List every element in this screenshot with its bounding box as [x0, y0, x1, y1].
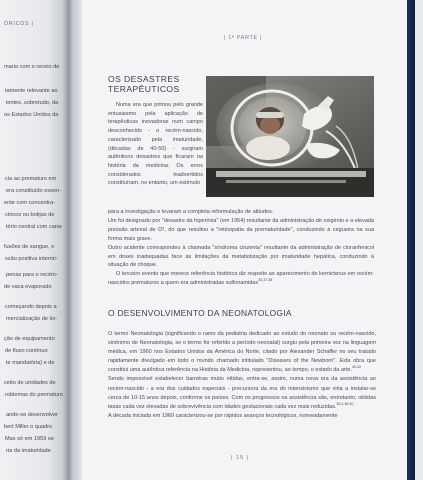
- column-paragraph-text: Numa era que primou pelo grande entusiasmo pela aplicação de terapêuticas inovadoras num campo desconhecido - o recém-nascido, caracterizado pela imaturidade, (décadas de 40-50) - surgiram autênticos desastres que ficaram na história da medicina. Os erros considerados inadvertidos constituíram, no entanto, um estímulo: [108, 102, 203, 187]
- section-title: OS DESASTRES TERAPÊUTICOS: [108, 74, 180, 94]
- left-page-line: ientes, sobretudo, da: [6, 100, 59, 106]
- left-page-line: maria com o receio de: [4, 64, 60, 70]
- left-page-line: tamente relevante ao: [5, 88, 58, 94]
- left-page-line: cia ao prematuro em: [5, 176, 57, 182]
- paragraph: A década iniciada em 1960 caracterizou-se por rápidos avanços tecnológicos, nomeadamente: [108, 412, 338, 419]
- left-page-line: fusões de sangue, e: [4, 244, 55, 250]
- reference-superscript: 35,37,38: [258, 278, 273, 283]
- left-page-line: bert Miller o quadro: [4, 424, 53, 430]
- paragraph: O terceiro evento que merece referência histórica diz respeito ao aparecimento de kernicterus em recém-nascidos prematuros a quem era administradas sulfonamidas$^{35,37,38}$: [108, 271, 374, 287]
- left-page-line: começando depois a: [5, 304, 57, 310]
- left-running-header: ÓRICOS |: [4, 21, 34, 27]
- paragraph: para a investigação e levaram a completa reformulação de atitudes.: [108, 209, 274, 215]
- section-heading-neonatology: O DESENVOLVIMENTO DA NEONATOLOGIA: [108, 308, 292, 318]
- left-page-line: mercialização de lei-: [6, 316, 57, 322]
- book-gutter: [68, 0, 82, 480]
- running-header: | 1ª PARTE |: [224, 35, 263, 41]
- left-page-line: era constituído essen-: [6, 188, 62, 194]
- left-page-line: ente com concentra-: [4, 200, 55, 206]
- left-page-line: ctricos ou botijas de: [5, 212, 55, 218]
- therapeutic-disasters-text: [108, 208, 374, 288]
- reference-superscript: 40-42: [351, 365, 362, 370]
- left-page-line: de fluxo contínuo: [5, 348, 48, 354]
- column-paragraph: [108, 101, 203, 188]
- incubator-photo-drawing: [206, 76, 374, 197]
- incubator-photo: [206, 76, 374, 197]
- left-page-line: ção de equipamento: [4, 336, 55, 342]
- paragraph: Um foi designado por "desastre da hiperóxia" (em 1954) resultante da administração de oxigénio e a elevada pressão arterial de O², do que resultou a "retinopatia da prematuridade", conduzindo à cegueira na sua forma mais grave.: [108, 217, 374, 242]
- page-edge-band: [407, 0, 415, 480]
- neonatology-text: [108, 330, 376, 421]
- left-page-line: ria da imaturidade: [6, 448, 51, 454]
- left-page-line: de vaca evaporado: [4, 284, 52, 290]
- left-page-line: Mas só em 1959 se: [5, 436, 54, 442]
- left-page-line: penas para o recém-: [6, 272, 58, 278]
- left-page-line: os Estados Unidos da: [4, 112, 59, 118]
- paragraph: O termo Neonatologia (significando o ramo da pediatria dedicado ao estudo do neonato ou recém-nascido, sinónimo de Neonatologia, se o termo for referido a período neonatal) surgiu pela primeira vez na linguagem médica, em 1960 nos Estados Unidos da América do Norte, citado por Alexander Schaffer no seu tratado rapidamente divulgado em todo o mundo chamado intitulado "Diseases of the Newborn". Esta obra que constitui uma autêntica referência na História da Medicina, representou, ao tempo, o estado da arte.$^{40-42}$: [108, 331, 376, 374]
- page-number: | 15 |: [231, 455, 250, 461]
- paragraph: Sendo impossível estabelecer barreiras muito nítidas, entra-se, assim, numa nova era da assistência ao recém-nascido - a era dos cuidados especiais - precursora da era do intensivismo que viria a instalar-se cerca de 10-15 anos depois, conforme os países. Com os progressos na assistência são, entretanto, obtidas taxas cada vez elevadas de sobrevivência com idades gestacionais cada vez mais reduzidas.$^{35,3,36,40}$: [108, 376, 376, 410]
- left-page-line: ando-se desenvolver: [6, 412, 58, 418]
- reference-superscript: 35,3,36,40: [336, 401, 354, 406]
- left-page-line: te mandatória) e de: [6, 360, 55, 366]
- paragraph: Outro acidente correspondeu à chamada "síndroma cinzenta" resultante da administração de cloranfenicol em doses inadequadas face às limitações da metabolização por imaturidade hepática, conduzindo à situação de choque.: [108, 244, 374, 269]
- left-facing-page: [0, 0, 68, 480]
- left-page-line: ceito de unidades de: [4, 380, 56, 386]
- left-page-line: ssão positiva intermi-: [5, 256, 58, 262]
- left-page-line: roblemas do prematuro: [5, 392, 63, 398]
- left-page-line: tério central com cana-: [6, 224, 63, 230]
- right-page: [82, 0, 415, 480]
